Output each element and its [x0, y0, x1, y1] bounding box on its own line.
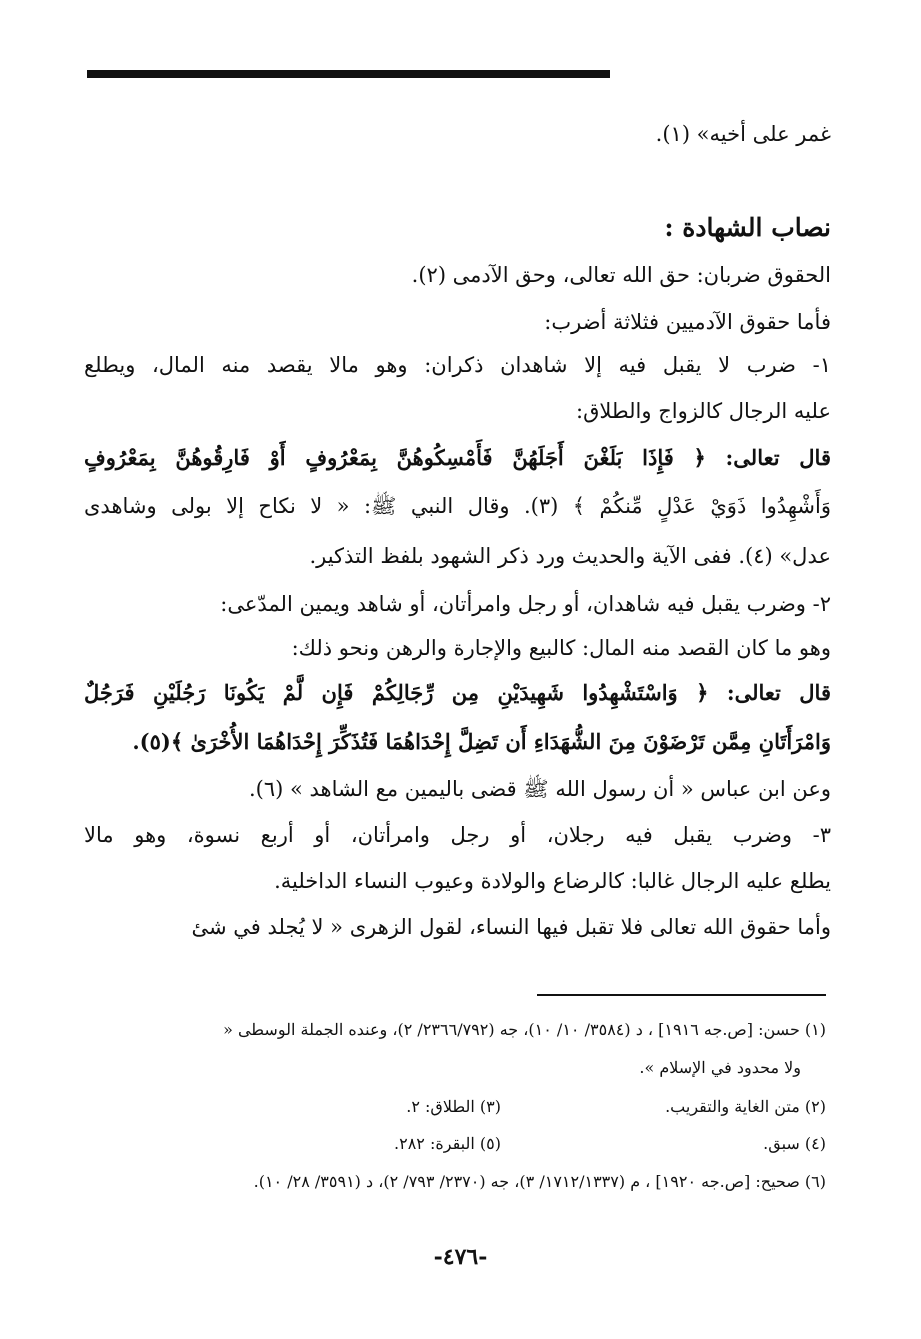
text-line: وعن ابن عباس « أن رسول الله ﷺ قضى باليمين مع الشاهد » (٦).: [248, 777, 831, 801]
text-line: ٣- وضرب يقبل فيه رجلان، أو رجل وامرأتان، أو أربع نسوة، وهو مالا: [84, 823, 831, 847]
text-line: وهو ما كان القصد منه المال: كالبيع والإجارة والرهن ونحو ذلك:: [291, 636, 831, 660]
footnote-5: (٥) البقرة: ٢٨٢.: [394, 1134, 501, 1153]
footnote-2: (٢) متن الغاية والتقريب.: [665, 1097, 826, 1116]
footnote-rule: [537, 994, 826, 996]
text-line: عليه الرجال كالزواج والطلاق:: [576, 399, 831, 423]
quran-verse-line: قال تعالى: ﴿ فَإِذَا بَلَغْنَ أَجَلَهُنَّ فَأَمْسِكُوهُنَّ بِمَعْرُوفٍ أَوْ فَارِقُوهُنَّ بِمَعْرُوفٍ: [84, 445, 831, 470]
text-line: عدل» (٤). ففى الآية والحديث ورد ذكر الشهود بلفظ التذكير.: [309, 544, 831, 568]
quran-verse-line: قال تعالى: ﴿ وَاسْتَشْهِدُوا شَهِيدَيْنِ مِن رِّجَالِكُمْ فَإِن لَّمْ يَكُونَا رَجُلَيْنِ فَرَجُلٌ: [84, 680, 831, 705]
footnote-6: (٦) صحيح: [ص.جه ١٩٢٠] ، م (١٧١٢/١٣٣٧/ ٣)، جه (٢٣٧٠/ ٧٩٣/ ٢)، د (٣٥٩١/ ٢٨/ ١٠).: [253, 1172, 826, 1191]
text-line: ١- ضرب لا يقبل فيه إلا شاهدان ذكران: وهو مالا يقصد منه المال، ويطلع: [84, 353, 831, 377]
text-line: غمر على أخيه» (١).: [655, 122, 831, 146]
text-line: يطلع عليه الرجال غالبا: كالرضاع والولادة وعيوب النساء الداخلية.: [274, 869, 831, 893]
page-number: -٤٧٦-: [433, 1244, 488, 1270]
text-line: وَأَشْهِدُوا ذَوَيْ عَدْلٍ مِّنكُمْ ﴾ (٣). وقال النبي ﷺ: « لا نكاح إلا بولى وشاهدى: [84, 494, 831, 518]
footnote-3: (٣) الطلاق: ٢.: [406, 1097, 501, 1116]
footnote-1: (١) حسن: [ص.جه ١٩١٦] ، د (٣٥٨٤/ ١٠/ ١٠)، جه (٢٣٦٦/٧٩٢/ ٢)، وعنده الجملة الوسطى «: [223, 1020, 826, 1039]
header-rule: [87, 70, 610, 78]
text-line: وأما حقوق الله تعالى فلا تقبل فيها النساء، لقول الزهرى « لا يُجلد في شئ: [191, 915, 831, 939]
footnote-1-continued: ولا محدود في الإسلام ».: [639, 1058, 801, 1077]
footnote-4: (٤) سبق.: [763, 1134, 826, 1153]
text-line: فأما حقوق الآدميين فثلاثة أضرب:: [544, 310, 831, 334]
text-line: ٢- وضرب يقبل فيه شاهدان، أو رجل وامرأتان، أو شاهد ويمين المدّعى:: [220, 592, 831, 616]
text-line: الحقوق ضربان: حق الله تعالى، وحق الآدمى (٢).: [411, 263, 831, 287]
section-heading: نصاب الشهادة :: [664, 213, 831, 242]
quran-verse-line: وَامْرَأَتَانِ مِمَّن تَرْضَوْنَ مِنَ الشُّهَدَاءِ أَن تَضِلَّ إِحْدَاهُمَا فَتُذَكِّرَ إِحْدَاهُمَا الأُخْرَىٰ ﴾(٥).: [132, 729, 831, 754]
